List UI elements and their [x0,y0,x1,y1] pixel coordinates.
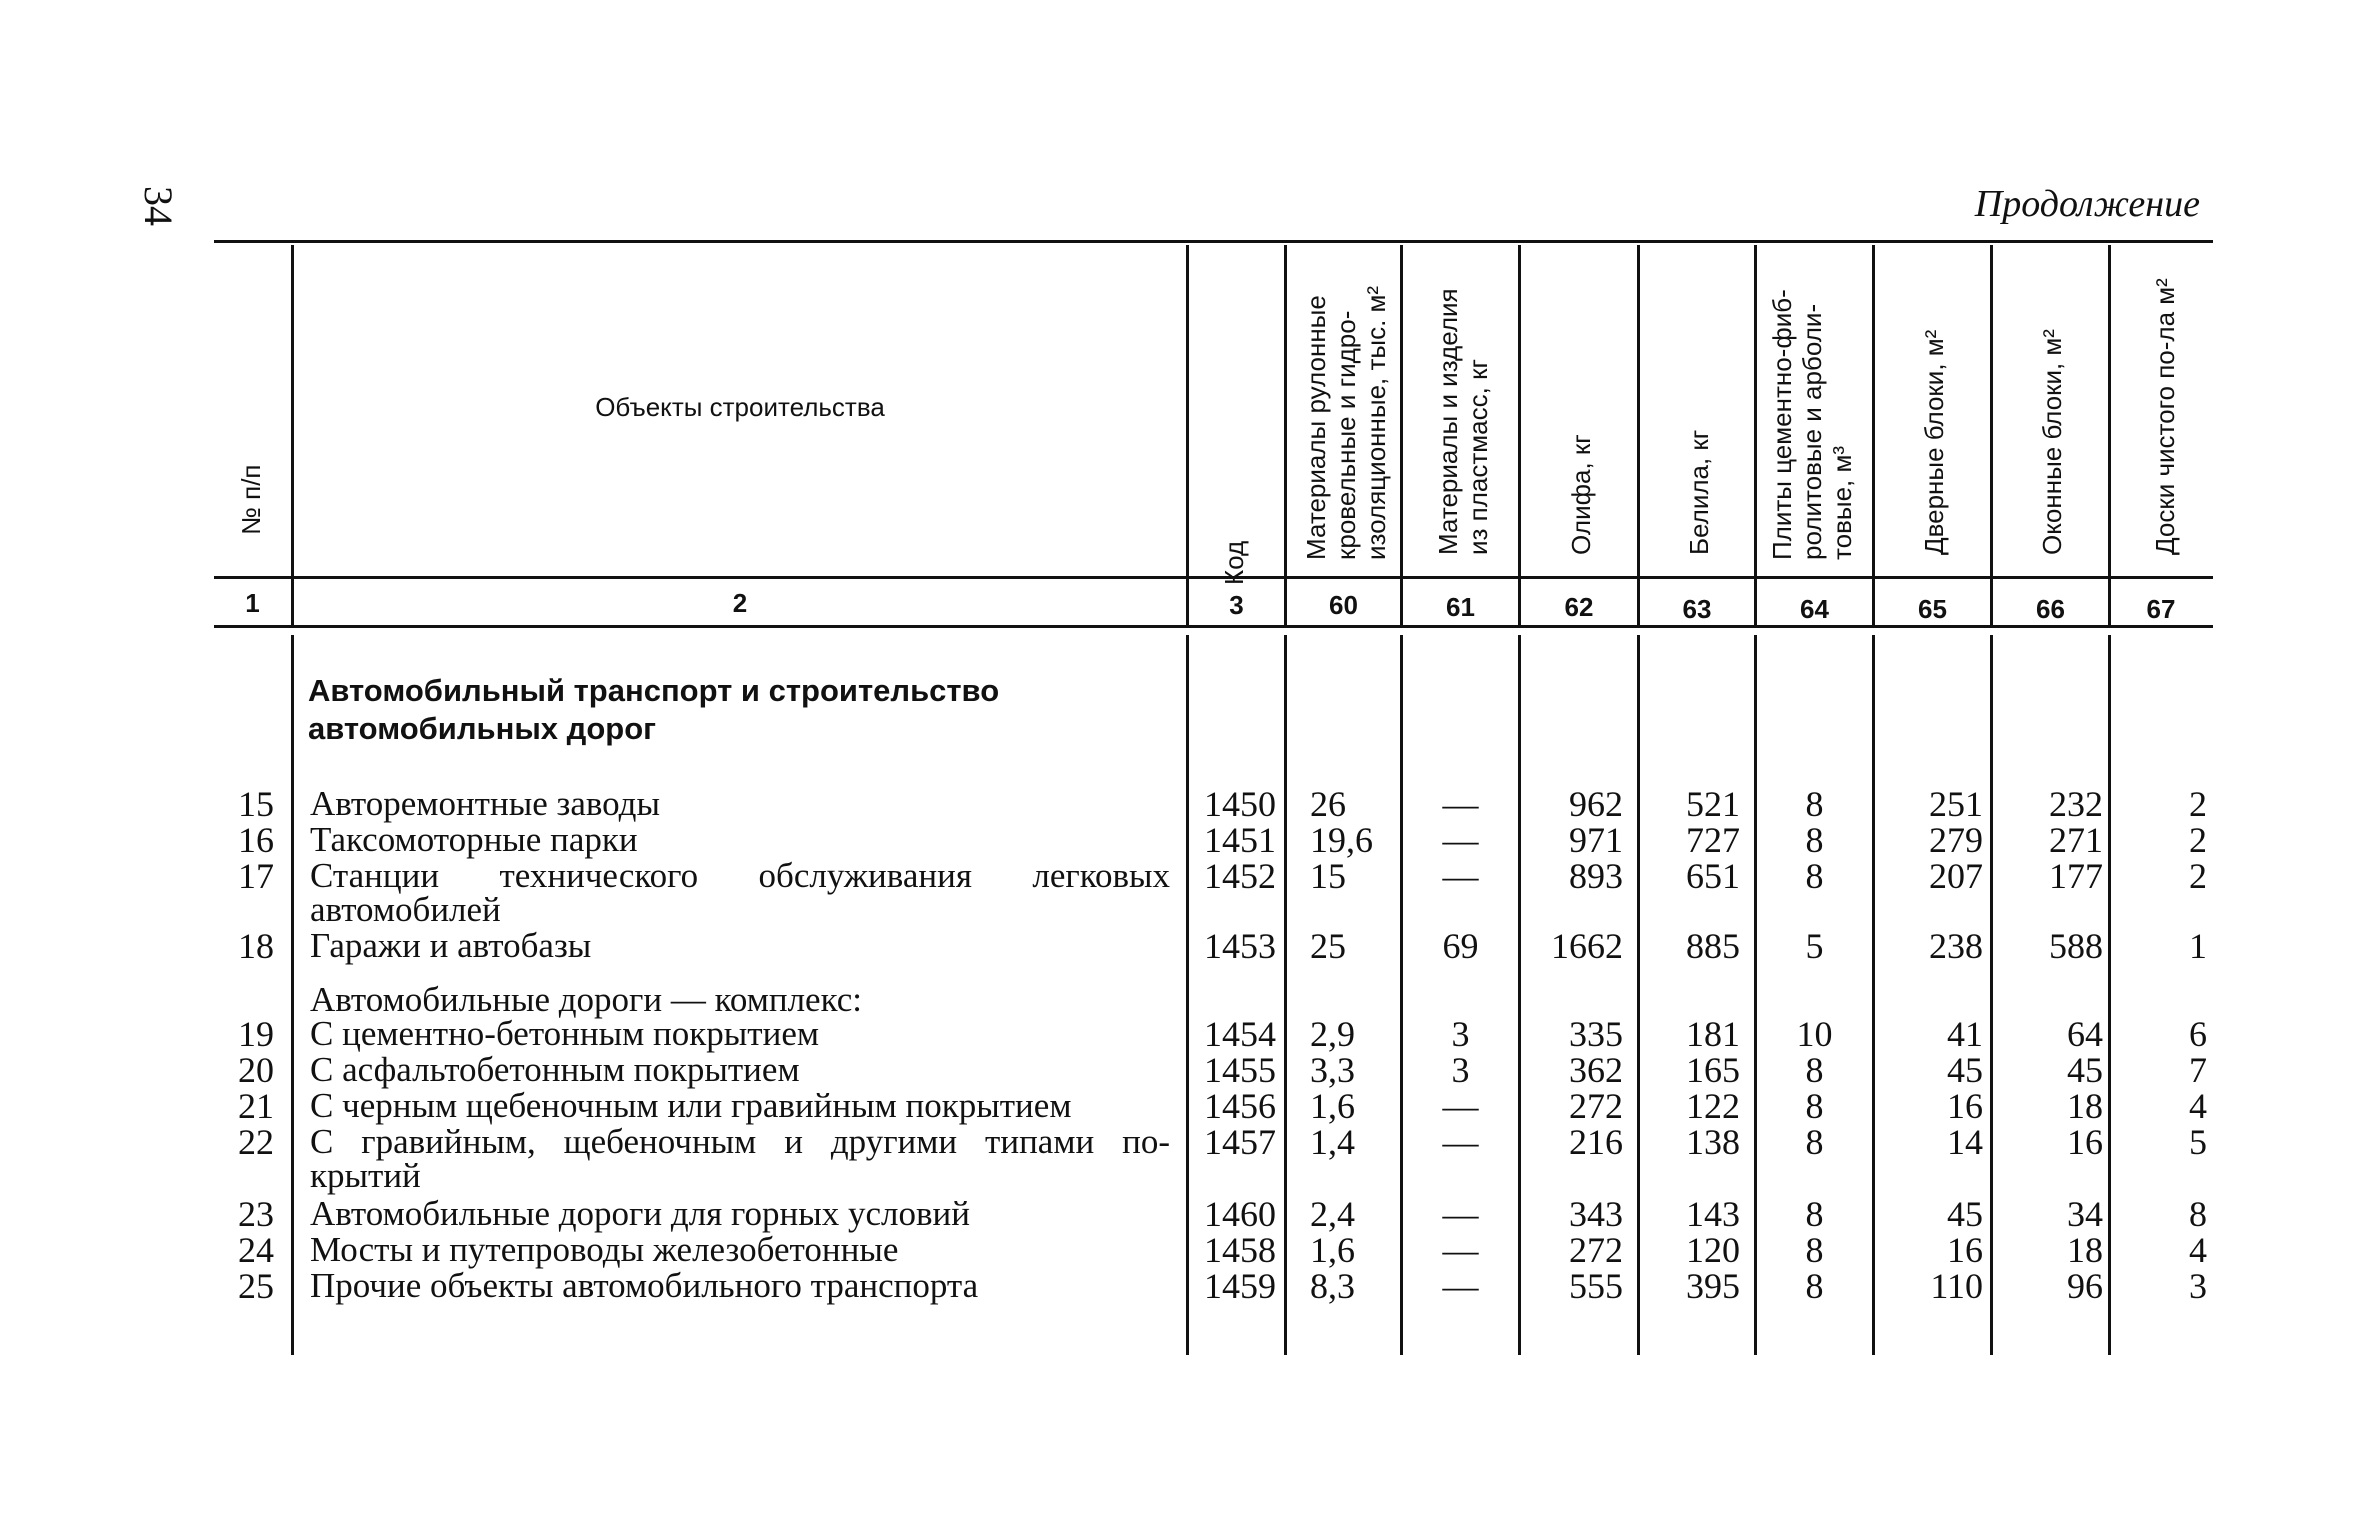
cell-c66: 45 [2067,1050,2103,1090]
cell-c66: 64 [2067,1014,2103,1054]
cell-code: 1459 [1204,1266,1276,1306]
cell-c65: 238 [1929,926,1983,966]
cell-c61: — [1442,1122,1479,1162]
header-window-blocks: Оконные блоки, м² [2037,329,2068,555]
cell-c61: 3 [1451,1014,1470,1054]
cell-name: С асфальтобетонным покрытием [310,1050,800,1089]
cell-c60: 1,6 [1310,1230,1355,1270]
header-plastics: Материалы и изделия из пластмасс, кг [1433,288,1493,555]
cell-name: С черным щебеночным или гравийным покрытием [310,1086,1072,1125]
body-col-divider [291,635,294,1355]
cell-c60: 1,6 [1310,1086,1355,1126]
cell-n: 25 [238,1266,274,1306]
cell-name: Таксомоторные парки [310,820,638,859]
cell-c60: 2,9 [1310,1014,1355,1054]
cell-c62: 971 [1569,820,1623,860]
header-col-divider [1754,245,1757,625]
colnum-65: 65 [1918,594,1947,624]
cell-n: 19 [238,1014,274,1054]
cell-c62: 362 [1569,1050,1623,1090]
cell-c64: 8 [1805,856,1824,896]
cell-c65: 45 [1947,1194,1983,1234]
header-col-divider [1872,245,1875,625]
cell-code: 1456 [1204,1086,1276,1126]
cell-c64: 8 [1805,1050,1824,1090]
cell-c60: 3,3 [1310,1050,1355,1090]
cell-c63: 181 [1686,1014,1740,1054]
cell-c67: 6 [2189,1014,2207,1054]
cell-c66: 271 [2049,820,2103,860]
cell-c60: 25 [1310,926,1346,966]
cell-c64: 8 [1805,1086,1824,1126]
cell-c64: 8 [1805,1266,1824,1306]
cell-c62: 555 [1569,1266,1623,1306]
cell-c67: 7 [2189,1050,2207,1090]
header-floor-boards: Доски чистого по-ла м² [2150,278,2181,555]
cell-c63: 138 [1686,1122,1740,1162]
cell-code: 1452 [1204,856,1276,896]
header-col-divider [1186,245,1189,625]
cell-n: 20 [238,1050,274,1090]
cell-c60: 1,4 [1310,1122,1355,1162]
colnum-3: 3 [1229,590,1244,620]
header-olifa: Олифа, кг [1566,434,1597,555]
cell-c65: 16 [1947,1230,1983,1270]
cell-c62: 216 [1569,1122,1623,1162]
cell-c63: 122 [1686,1086,1740,1126]
cell-c62: 343 [1569,1194,1623,1234]
cell-c63: 395 [1686,1266,1740,1306]
cell-n: 23 [238,1194,274,1234]
header-col-divider [1637,245,1640,625]
colnum-62: 62 [1564,592,1594,622]
colnum-bottom-rule [214,625,2213,628]
colnum-67: 67 [2146,594,2176,624]
cell-c65: 110 [1930,1266,1983,1306]
header-objects: Объекты строительства [595,392,885,422]
page-number: 34 [136,186,181,226]
cell-c61: — [1442,856,1479,896]
cell-c66: 34 [2067,1194,2103,1234]
cell-name: С гравийным, щебеночным и другими типами по- [310,1122,1170,1161]
colnum-1: 1 [245,588,260,618]
cell-c63: 521 [1686,784,1740,824]
cell-c65: 279 [1929,820,1983,860]
cell-code: 1455 [1204,1050,1276,1090]
cell-name: Авторемонтные заводы [310,784,660,823]
cell-c60: 19,6 [1310,820,1373,860]
colnum-60: 60 [1329,590,1358,620]
cell-n: 16 [238,820,274,860]
cell-c63: 143 [1686,1194,1740,1234]
cell-c67: 2 [2189,820,2207,860]
cell-c63: 165 [1686,1050,1740,1090]
cell-c62: 1662 [1551,926,1623,966]
cell-name: Мосты и путепроводы железобетонные [310,1230,899,1269]
cell-name-continued: крытий [310,1156,421,1195]
cell-c63: 651 [1686,856,1740,896]
header-col-divider [2108,245,2111,625]
cell-c63: 885 [1686,926,1740,966]
cell-c62: 272 [1569,1230,1623,1270]
header-door-blocks: Дверные блоки, м² [1919,329,1950,555]
cell-c64: 8 [1805,1230,1824,1270]
cell-n: 22 [238,1122,274,1162]
cell-c67: 1 [2189,926,2207,966]
body-col-divider [1284,635,1287,1355]
header-col-divider [1284,245,1287,625]
cell-c62: 962 [1569,784,1623,824]
cell-c67: 5 [2189,1122,2207,1162]
cell-c61: — [1442,1266,1479,1306]
cell-c63: 727 [1686,820,1740,860]
cell-name: Гаражи и автобазы [310,926,592,965]
cell-code: 1451 [1204,820,1276,860]
cell-c65: 251 [1929,784,1983,824]
header-roll-materials: Материалы рулонные кровельные и гидро-изоляционные, тыс. м² [1301,285,1391,560]
cell-code: 1453 [1204,926,1276,966]
colnum-61: 61 [1446,592,1475,622]
cell-c60: 26 [1310,784,1346,824]
cell-c62: 272 [1569,1086,1623,1126]
section-title: Автомобильный транспорт и строительство автомобильных дорог [308,673,1000,746]
cell-name: Автомобильные дороги для горных условий [310,1194,970,1233]
continuation-label: Продолжение [1974,183,2200,225]
body-col-divider [1186,635,1189,1355]
cell-c65: 41 [1947,1014,1983,1054]
cell-c66: 16 [2067,1122,2103,1162]
cell-c64: 8 [1805,820,1824,860]
cell-c67: 2 [2189,856,2207,896]
cell-c60: 2,4 [1310,1194,1355,1234]
cell-name: Прочие объекты автомобильного транспорта [310,1266,979,1305]
cell-name: С цементно-бетонным покрытием [310,1014,820,1053]
cell-n: 21 [238,1086,274,1126]
cell-c66: 232 [2049,784,2103,824]
colnum-63: 63 [1682,594,1712,624]
subheading: Автомобильные дороги — комплекс: [310,980,862,1019]
cell-c64: 5 [1805,926,1824,966]
cell-c65: 16 [1947,1086,1983,1126]
cell-c61: 69 [1442,926,1479,966]
cell-c64: 8 [1805,1122,1824,1162]
header-col-divider [291,245,294,625]
cell-c66: 18 [2067,1230,2103,1270]
cell-c61: — [1442,784,1479,824]
cell-code: 1457 [1204,1122,1276,1162]
cell-code: 1458 [1204,1230,1276,1270]
cell-c66: 18 [2067,1086,2103,1126]
header-col-divider [1400,245,1403,625]
colnum-64: 64 [1800,594,1829,624]
header-belila: Белила, кг [1684,429,1715,555]
header-col-divider [1990,245,1993,625]
colnum-66: 66 [2036,594,2065,624]
cell-c60: 15 [1310,856,1346,896]
cell-code: 1450 [1204,784,1276,824]
cell-name: Станции технического обслуживания легковых [310,856,1170,895]
header-fibrolite-plates: Плиты цементно-фиб-ролитовые и арболи-товые, м³ [1767,289,1857,560]
cell-name-continued: автомобилей [310,890,501,929]
cell-c61: — [1442,1230,1479,1270]
cell-n: 15 [238,784,274,824]
cell-c67: 2 [2189,784,2207,824]
table-top-rule [214,240,2213,243]
cell-c61: — [1442,1086,1479,1126]
cell-c67: 3 [2189,1266,2207,1306]
cell-n: 24 [238,1230,274,1270]
cell-n: 18 [238,926,274,966]
cell-c65: 45 [1947,1050,1983,1090]
cell-c64: 8 [1805,784,1824,824]
colnum-2: 2 [732,588,748,618]
cell-code: 1460 [1204,1194,1276,1234]
cell-c64: 10 [1796,1014,1833,1054]
cell-c65: 207 [1929,856,1983,896]
cell-c60: 8,3 [1310,1266,1355,1306]
cell-c62: 335 [1569,1014,1623,1054]
cell-c66: 588 [2049,926,2103,966]
cell-code: 1454 [1204,1014,1276,1054]
cell-c67: 4 [2189,1230,2207,1270]
header-col-divider [1518,245,1521,625]
cell-c63: 120 [1686,1230,1740,1270]
cell-c66: 96 [2067,1266,2103,1306]
cell-c67: 4 [2189,1086,2207,1126]
cell-n: 17 [238,856,274,896]
cell-c61: 3 [1451,1050,1470,1090]
cell-c67: 8 [2189,1194,2207,1234]
cell-c66: 177 [2049,856,2103,896]
cell-c61: — [1442,1194,1479,1234]
cell-c61: — [1442,820,1479,860]
cell-c65: 14 [1947,1122,1983,1162]
cell-c62: 893 [1569,856,1623,896]
header-code: Код [1219,540,1250,585]
cell-c64: 8 [1805,1194,1824,1234]
header-num: № п/п [236,464,267,535]
